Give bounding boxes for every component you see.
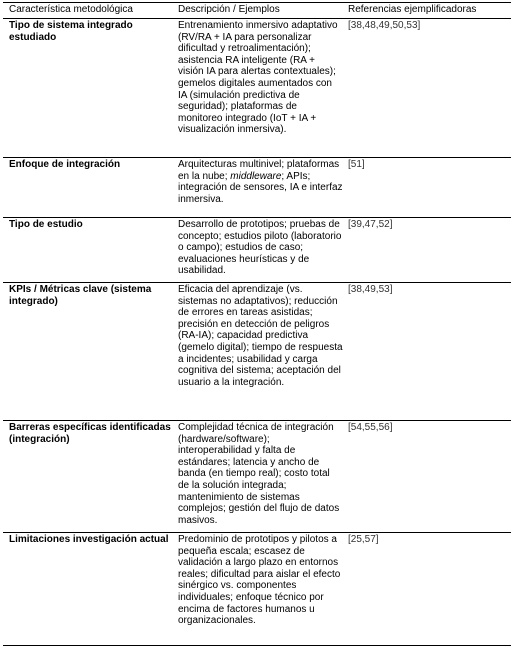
row-feature: Limitaciones investigación actual bbox=[9, 534, 169, 545]
row-references: [38,49,53] bbox=[348, 284, 393, 295]
row-references: [51] bbox=[348, 159, 365, 170]
row-description: Eficacia del aprendizaje (vs. sistemas no adaptativos); reducción de errores en tareas asistidas; precisión en detección de peligros (RA-IA); capacidad predictiva (gemelo digital); tiempo de respuesta a incidentes; usabilidad y carga cognitiva del sistema; aceptación del usuario a la integración. bbox=[178, 284, 343, 388]
table-row bbox=[3, 533, 511, 646]
table-row bbox=[3, 283, 511, 421]
description-italic-term: middleware bbox=[230, 170, 282, 182]
row-references: [39,47,52] bbox=[348, 219, 393, 230]
description-text: ; APIs; integración de sensores, IA e interfaz inmersiva. bbox=[178, 170, 343, 205]
row-description: Entrenamiento inmersivo adaptativo (RV/RA + IA para personalizar dificultad y retroalimentación); asistencia RA inteligente (RA + visión IA para alertas contextuales); gemelos digitales aumentados con IA (simulación predictiva de seguridad); plataformas de monitoreo integrado (IoT + IA + visualización inmersiva). bbox=[178, 20, 338, 136]
row-description bbox=[178, 159, 343, 205]
row-feature: KPIs / Métricas clave (sistema integrado) bbox=[9, 284, 152, 307]
row-description: Predominio de prototipos y pilotos a pequeña escala; escasez de validación a largo plazo en entornos reales; dificultad para aislar el efecto sinérgico vs. componentes individuales; enfoque técnico por encima de factores humanos u organizacionales. bbox=[178, 534, 341, 627]
row-feature: Tipo de estudio bbox=[9, 219, 83, 230]
row-description: Complejidad técnica de integración (hardware/software); interoperabilidad y falta de estándares; latencia y ancho de banda (en tiempo real); costo total de la solución integrada; mantenimiento de sistemas complejos; gestión del flujo de datos masivos. bbox=[178, 422, 340, 526]
methodology-table bbox=[3, 2, 511, 646]
header-feature: Característica metodológica bbox=[9, 4, 133, 15]
row-references: [25,57] bbox=[348, 534, 379, 545]
header-references: Referencias ejemplificadoras bbox=[348, 4, 477, 15]
row-feature: Enfoque de integración bbox=[9, 159, 121, 170]
row-feature: Barreras específicas identificadas (integración) bbox=[9, 422, 171, 445]
row-description: Desarrollo de prototipos; pruebas de concepto; estudios piloto (laboratorio o campo); estudios de caso; evaluaciones heurísticas y de usabilidad. bbox=[178, 219, 342, 277]
row-feature: Tipo de sistema integrado estudiado bbox=[9, 20, 133, 43]
table-header-row bbox=[3, 2, 511, 19]
row-references: [54,55,56] bbox=[348, 422, 393, 433]
description-text: Arquitecturas multinivel; plataformas en la nube; bbox=[178, 159, 340, 182]
header-description: Descripción / Ejemplos bbox=[178, 4, 280, 15]
table-row bbox=[3, 19, 511, 158]
table-row bbox=[3, 421, 511, 533]
table-row bbox=[3, 158, 511, 218]
row-references: [38,48,49,50,53] bbox=[348, 20, 421, 31]
table-row bbox=[3, 218, 511, 283]
